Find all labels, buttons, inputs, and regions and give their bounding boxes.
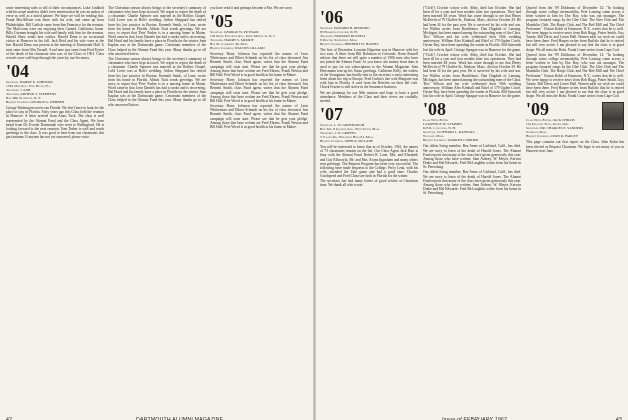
column-text: ("Clob") Crocker whose wife, Abby, died last October. She had been ill for a year and four months after two operations. They had been married 48 years. Word has come through to me that Henry McDevitt of 79 Chaffee St., Hudson, Mass., died on October 29. He had been ill for the past year. He is survived by his wife and son. Joe Wallen writes from Brattleboro. Dan Dugdale of Lansing, Michigan, has been named among the outstanding men of the Class. 'Doc' Wilson and his wife celebrated their 50th wedding anniversary. William Alex Kimball and Ethel of 179 Ogden Circle, Oyster Bay, have been spending the winter in Florida. Bill Symonds lost his wife in April. George Sprague was in Hanover for the game. xyxy=(423,52,521,99)
treasurer-address: Box 91, Cambridge 40, Mass. xyxy=(210,42,249,47)
column-text: some interesting tales to tell of their circumstances. Luke Lindholt with his usual modesty didn't even mention that he was an author of verse as well as a noted painter. We hope we will be reading this. Frank MacAllister was there with his wife, and came up from Philadelphia. Bill Carlisle came from San Francisco for the reunion. The MacLeans were out enjoying their Carmel, California, home. Billy Gorman brought his wife and family with him for the reunion. Harold Shaw sends best wishes. Harold Dana is an occasional visitor at Hanover in the fall. Jack Reid and his wife were at the Inn. Harold Dana was present at the meeting of Dartmouth Hall. A note came from Olin Yarnall. A sad note just came from Fred Eyster of the death of his classmate who was of the Class of 1901. Class records were well kept through the years by our Secretary. xyxy=(6,6,104,60)
right-column-2 xyxy=(423,6,521,196)
secretary-label: Secretary, GEORGE W. PUTNAM xyxy=(210,30,259,35)
section-09-header xyxy=(526,101,624,138)
left-column-1 xyxy=(6,6,104,140)
section-08-header xyxy=(423,101,521,142)
section-07-body: The secretary has had many letters of good wishes at Christmas time. We thank all who wrote. xyxy=(320,179,418,188)
column-text: The Christmas season always brings to the secretary's summary of classmates who have kept in touch. We regret to report the death of a classmate. Charlie Spencer was married in the Rollins Chapel. Cold Lover was at Holt's wedding. Arthur Sheppard has retired from his law practice in Boston. Kenneth Smith, of Lane, wrote from his home in Florida. Abbott Tuck sends greetings. We are sorry to report that 'Pete' Parker is in a nursing home in Maine. Word came in that Leon Daniels has had a stroke and is recovering. Hal Hood and his family have a place in Florida for the winter. Sam Kaplan was at the Dartmouth game. Cincinnati members of the Class helped in the Alumni Fund this year. Many thanks go to all who answered letters. xyxy=(108,56,206,107)
bequest-label: Bequest Chairman, WARREN CURRIER xyxy=(423,138,479,143)
treasurer-label: Treasurer, NORMAN RUSSELL xyxy=(320,34,366,38)
right-column-3 xyxy=(526,6,624,154)
class-year-05: '05 xyxy=(210,11,234,32)
page-number-left: 42 xyxy=(6,417,13,420)
secretary-label: Class Notes Editor, JACK CHILDS xyxy=(526,118,575,123)
treasurer-address: Sandwich, Mass. xyxy=(526,130,548,135)
secretary-address: R.F.D. 1, Laconia, N. H. xyxy=(423,126,456,131)
class-year-08: '08 xyxy=(423,99,447,120)
left-column-2 xyxy=(108,6,206,108)
section-06-header xyxy=(320,9,418,46)
column-text: ("Clob") Crocker whose wife, Abby, died last October. She had been ill for a year and four months after two operations. They had been married 48 years. Word has come through to me that Henry McDevitt of 79 Chaffee St., Hudson, Mass., died on October 29. He had been ill for the past year. He is survived by his wife and son. Joe Wallen writes from Brattleboro. Dan Dugdale of Lansing, Michigan, has been named among the outstanding men of the Class. 'Doc' Wilson and his wife celebrated their 50th wedding anniversary. William Alex Kimball and Ethel of 179 Ogden Circle, Oyster Bay, have been spending the winter in Florida. Bill Symonds lost his wife in April. George Sprague was in Hanover for the game. xyxy=(423,6,521,52)
treasurer-label: Treasurer, J. W. GRIFFIN xyxy=(320,131,356,136)
secretary-label: Secretary, HARRY E. JOHNSON xyxy=(6,80,53,85)
secretary-label: Secretary, L. W. GREENOUGH xyxy=(320,123,365,128)
class-year-09: '09 xyxy=(526,99,550,120)
treasurer-label: Secretary, CLIFFORD L. RANDALL xyxy=(423,130,476,135)
section-06-body: We are planning for our 56th reunion and hope to have a good attendance. Members of the Class and their wives are cordially invited. xyxy=(320,90,418,103)
bequest-label: Bequest Chairman, LEON R. FARLEY xyxy=(526,134,579,139)
page-number-right: 43 xyxy=(615,417,622,420)
bequest-label: Bequest Chairman, WALTON LILLARD xyxy=(210,46,265,51)
section-04-header xyxy=(6,63,104,104)
section-08-body: Our oldest living member, Ben Ames of Carlsbad, Calif., has died. We are sorry to learn of the death of Harold Jones. The Alumni Fund reports that many of the class have given generously this year. Among those who have written: Sam Aubrey, W. Meyer, Kerwin Drake and Hal Edwards. Fred McLaughlin writes from his home in St. Petersburg. xyxy=(423,144,521,170)
column-text: Quoted from the '09 Doldrums of December 12: "In looking through some college memorabilia, Pete Lansing came across a letter written to him by Doc Ray, who was our manager. The program featured songs by the Glee Club. The Glee Club and The Mandolin Club, The Banjo Club, and The Red Mill and The Chief Performer." Ossian Kobb of Kenmore, N.Y., writes that he is well. We were happy to receive news from Bob Rugg, Potter Smith, Guy Turner, Bill Davis and Lester Hall. Warren adds we wish we could have been there. Fred Harper writes from Buffalo that he is retired but still very active. I am pleased to say that the class is in good shape. We all miss the Bobs. Frank Crane writes from Cape Cod. xyxy=(526,6,624,52)
section-05-body: Secretary Harry Johnson has reported the names of Leon Whittemore and Elbert Schmidt on his list of class deceased. Jim Bennett Smith, class Fund agent, writes that the Alumni Fund campaign will soon start. Please see that he gets your pledge. Among those that have written are Fred Ehrens, Frank Weston and Bill Hall. Pete Wood is in good health at his home in Maine. xyxy=(210,78,308,103)
section-05-body: Secretary Harry Johnson has reported the names of Leon Whittemore and Elbert Schmidt on his list of class deceased. Jim Bennett Smith, class Fund agent, writes that the Alumni Fund campaign will soon start. Please see that he gets your pledge. Among those that have written are Fred Ehrens, Frank Weston and Bill Hall. Pete Wood is in good health at his home in Maine. xyxy=(210,52,308,77)
secretary-name: LAURENCE M. SYMMES xyxy=(423,122,463,127)
section-07-header xyxy=(320,106,418,143)
treasurer-label: Secretary, DR. CHARLES E. SANDERS xyxy=(526,126,584,131)
section-08-body: Our oldest living member, Ben Ames of Carlsbad, Calif., has died. We are sorry to learn of the death of Harold Jones. The Alumni Fund reports that many of the class have given generously this year. Among those who have written: Sam Aubrey, W. Meyer, Kerwin Drake and Hal Edwards. Fred McLaughlin writes from his home in St. Petersburg. xyxy=(423,170,521,196)
left-column-3 xyxy=(210,6,308,130)
treasurer-address: 8 Proctor, Springfield, Mass. xyxy=(320,38,358,42)
column-text: you have read it and perhaps became a Fan. We are sorry. xyxy=(210,6,293,10)
secretary-label: Secretary, EDWARD B. REDDING xyxy=(320,26,370,30)
treasurer-label: Treasurer, HARRY S. MOODY xyxy=(210,38,255,43)
section-07-body: You will be interested to know that as of October, 1961, the names of 73 classmates remain on the list. Our Class Agent Jack Hart is busy with the Alumni Fund. Robert R. Lane, Mrs. and Elizabeth and Guy Ellsworth, Mr. and Mrs. Evans Ingraham and many others sent greetings. The Bequest Program has been very successful. The following have made bequests to the College. Percy Leak, with his wife, attended the Yale game and had a good time. Charles Goodspeed and Fred Chase are both in Florida for the winter. xyxy=(320,145,418,179)
treasurer-address: Box 486, Wappinger, N. Y. xyxy=(6,96,41,101)
secretary-address: Box 321, 8 Graydon Ave., West Upton, Mass. xyxy=(320,127,380,132)
secretary-address: 83 Harrison, Concord, N. H. xyxy=(320,30,358,34)
magazine-name: DARTMOUTH ALUMNI MAGAZINE xyxy=(136,417,224,420)
class-year-07: '07 xyxy=(320,104,344,125)
secretary-address: 141 Pleasant Trail, Austin, Ohio xyxy=(526,122,569,127)
bequest-label: Bequest Chairman, JOHN R. MCLANE xyxy=(320,139,374,144)
section-04-body: George Washington never ran Florida. We don't have to hunt for the place to stay in Florida. Sixty years ago this Class held the reunion in Hanover. A letter arrived from Amos Tuck. The class is well represented by the Alumni Fund and the Class Agent. We have heard from Dr. Everett Dartmouth who went to Wallingford. He is looking forward to the next reunion. Tom Tinker is well and sends greetings to the class. It was good to hear from our classmates this past autumn. If anyone has not yet answered, please write. xyxy=(6,106,104,140)
class-year-04: '04 xyxy=(6,61,30,82)
treasurer-address: Wayland, Mass. xyxy=(423,134,444,139)
class-year-06: '06 xyxy=(320,7,344,27)
section-09-body: This page contains our first report on the Class. John Kuhn has been elected as Bequest Chairman. We hope to see many of you in Hanover next June. xyxy=(526,140,624,153)
telephone: Telephone: 7-2298 xyxy=(6,88,31,93)
section-05-header xyxy=(210,13,308,50)
left-page xyxy=(0,0,313,420)
column-text: Quoted from the '09 Doldrums of December 12: "In looking through some college memorabilia, Pete Lansing came across a letter written to him by Doc Ray, who was our manager. The program featured songs by the Glee Club. The Glee Club and The Mandolin Club, The Banjo Club, and The Red Mill and The Chief Performer." Ossian Kobb of Kenmore, N.Y., writes that he is well. We were happy to receive news from Bob Rugg, Potter Smith, Guy Turner, Bill Davis and Lester Hall. Warren adds we wish we could have been there. Fred Harper writes from Buffalo that he is retired but still very active. I am pleased to say that the class is in good shape. We all miss the Bobs. Frank Crane writes from Cape Cod. xyxy=(526,52,624,99)
secretary-label: Class Notes Editor xyxy=(423,118,448,123)
treasurer-label: Treasurer, ARTHUR T. STEPHENS xyxy=(6,92,57,97)
bequest-label: Bequest Chairman, GEORGE A. WEBBER xyxy=(6,100,65,105)
right-page xyxy=(316,0,628,420)
issue-date: Issue of FEBRUARY 1962 xyxy=(442,417,507,420)
secretary-address: 1784 23rd Ave., Vero Beach, Fla. xyxy=(6,84,52,89)
section-06-body: The first of December Lorraine Edgerton was in Hanover with her two sons. A letter from Bill Robinson in Colorado. Norm Russell advises that there are still quite a number of 1906 men who have not joined the Alumni Fund. As you know, the money from dues is used to pay for our subscriptions to the Alumni Magazine. Stan Hertsmann sent up his Xmas greetings. Catherine Kelly, the widow of the Youngman, has kindly sent to the secretary a most interesting letter about her trip to Europe. Fred Corbin's late wife Margaret was with him in Florida. A card from the Beeches on their fall visit. Chuck Frazier is still active in the Insurance business. xyxy=(320,48,418,90)
section-05-body: Secretary Harry Johnson has reported the names of Leon Whittemore and Elbert Schmidt on his list of class deceased. Jim Bennett Smith, class Fund agent, writes that the Alumni Fund campaign will soon start. Please see that he gets your pledge. Among those that have written are Fred Ehrens, Frank Weston and Bill Hall. Pete Wood is in good health at his home in Maine. xyxy=(210,104,308,129)
portrait-photo xyxy=(602,102,624,130)
column-text: The Christmas season always brings to the secretary's summary of classmates who have kept in touch. We regret to report the death of a classmate. Charlie Spencer was married in the Rollins Chapel. Cold Lover was at Holt's wedding. Arthur Sheppard has retired from his law practice in Boston. Kenneth Smith, of Lane, wrote from his home in Florida. Abbott Tuck sends greetings. We are sorry to report that 'Pete' Parker is in a nursing home in Maine. Word came in that Leon Daniels has had a stroke and is recovering. Hal Hood and his family have a place in Florida for the winter. Sam Kaplan was at the Dartmouth game. Cincinnati members of the Class helped in the Alumni Fund this year. Many thanks go to all who answered letters. xyxy=(108,6,206,56)
secretary-address: 156 North Fullerton Ave., Upper Montclair, N. J. xyxy=(210,34,276,39)
treasurer-address: 5 Valley Rd., Wellesley Hills 81, Mass. xyxy=(320,135,374,140)
bequest-label: Bequest Chairman, HERBERT W. HAINES xyxy=(320,42,379,46)
right-column-1 xyxy=(320,6,418,189)
